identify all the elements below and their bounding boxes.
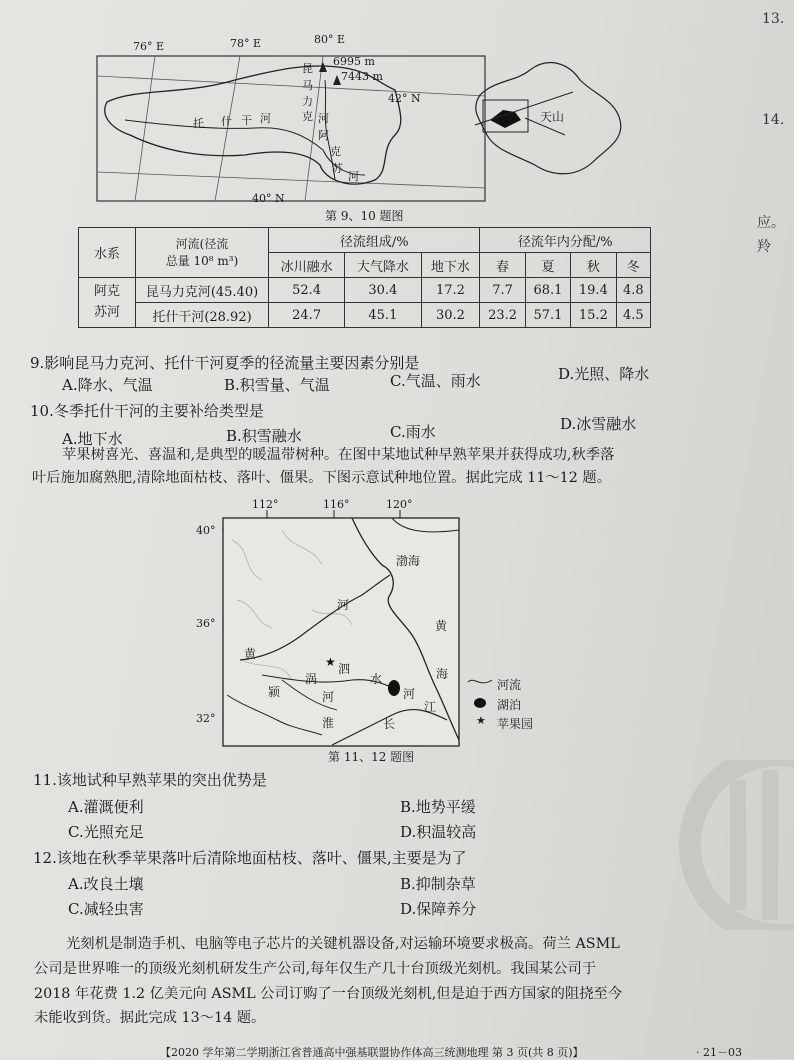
q10-option-b[interactable]: B.积雪融水	[226, 427, 302, 445]
right-col-q13: 13.	[762, 11, 785, 27]
river-char: 河	[318, 112, 329, 125]
td-value: 52.4	[269, 278, 345, 303]
th-composition: 径流组成/%	[269, 228, 480, 253]
watermark-logo	[670, 760, 794, 930]
td-value: 45.1	[345, 303, 421, 328]
td-value: 68.1	[525, 278, 570, 303]
river-char: 什	[221, 115, 232, 128]
label-he: 河	[322, 690, 335, 704]
table-row	[79, 278, 651, 303]
passage-lithography-line3: 2018 年花费 1.2 亿美元向 ASML 公司订购了一台顶级光刻机,但是迫于西方国家的阻挠至今	[34, 986, 623, 1002]
q12-option-c[interactable]: C.减轻虫害	[68, 900, 144, 918]
label-he: 河	[403, 687, 416, 701]
label-jiang: 江	[424, 700, 437, 714]
question-12-stem: 12.该地在秋季苹果落叶后清除地面枯枝、落叶、僵果,主要是为了	[33, 849, 467, 867]
page-footer: 【2020 学年第二学期浙江省普通高中强基联盟协作体高三统测地理 第 3 页(共 8 页)】	[160, 1046, 584, 1059]
river-char: 托	[193, 117, 204, 130]
peak-height-1: 6995 m	[333, 55, 375, 68]
th-river-line2: 总量 10⁸ m³)	[165, 253, 239, 268]
q12-option-d[interactable]: D.保障养分	[400, 900, 477, 918]
td-river: 昆马力克河(45.40)	[136, 278, 269, 303]
peak-height-2: 7443 m	[341, 70, 383, 83]
right-col-q14: 14.	[762, 112, 785, 128]
legend-orchard-label: 苹果园	[497, 717, 534, 731]
td-value: 4.8	[616, 278, 650, 303]
q9-option-c[interactable]: C.气温、雨水	[390, 372, 481, 390]
q12-option-b[interactable]: B.抑制杂草	[400, 875, 476, 893]
map2-lat-32: 32°	[196, 712, 216, 725]
q12-option-a[interactable]: A.改良土壤	[68, 875, 144, 893]
label-hai: 海	[436, 667, 449, 681]
figure-caption-9-10: 第 9、10 题图	[325, 209, 404, 223]
river-char: 昆	[302, 62, 313, 75]
passage-lithography-line1: 光刻机是制造手机、电脑等电子芯片的关键机器设备,对运输环境要求极高。荷兰 ASML	[66, 936, 620, 952]
label-ying: 颍	[268, 685, 281, 699]
inset-label-tianshan: 天山	[540, 110, 565, 124]
td-value: 7.7	[480, 278, 525, 303]
river-char: 力	[302, 95, 313, 108]
svg-text:★: ★	[325, 655, 336, 669]
label-huai: 淮	[322, 716, 335, 730]
q11-option-d[interactable]: D.积温较高	[400, 823, 477, 841]
q10-option-d[interactable]: D.冰雪融水	[560, 415, 637, 433]
td-value: 23.2	[480, 303, 525, 328]
q9-option-a[interactable]: A.降水、气温	[62, 376, 153, 394]
td-system-line2: 苏河	[93, 304, 120, 320]
th-river-line1: 河流(径流	[175, 237, 229, 252]
passage-lithography-line4: 未能收到货。据此完成 13～14 题。	[34, 1010, 266, 1026]
td-value: 19.4	[571, 278, 616, 303]
label-wo: 涡	[305, 672, 318, 686]
legend-lake-icon	[472, 697, 488, 709]
legend-star-icon: ★	[476, 714, 486, 727]
label-huang: 黄	[435, 619, 448, 633]
passage-lithography-line2: 公司是世界唯一的顶级光刻机研发生产公司,每年仅生产几十台顶级光刻机。我国某公司于	[34, 961, 597, 977]
q11-option-c[interactable]: C.光照充足	[68, 823, 144, 841]
legend-river-icon	[466, 676, 494, 688]
footer-code: · 21－03	[696, 1046, 742, 1059]
lon-label-76: 76° E	[133, 40, 165, 53]
river-char: 马	[302, 79, 313, 92]
river-char: 苏	[332, 162, 343, 175]
legend-river-label: 河流	[497, 678, 522, 692]
th-glacier: 冰川融水	[269, 253, 345, 278]
td-value: 17.2	[421, 278, 480, 303]
right-col-frag1: 应。	[757, 215, 785, 231]
label-bohai: 渤海	[396, 554, 421, 568]
q11-option-b[interactable]: B.地势平缓	[400, 798, 476, 816]
label-chang: 长	[383, 717, 396, 731]
map2-lon-120: 120°	[386, 498, 413, 511]
runoff-table	[78, 227, 651, 328]
river-char: 阿	[318, 129, 329, 142]
passage-apple-line2: 叶后施加腐熟肥,清除地面枯枝、落叶、僵果。下图示意试种地位置。据此完成 11～12 题。	[32, 470, 611, 486]
td-value: 4.5	[616, 303, 650, 328]
label-si: 泗	[338, 662, 351, 676]
td-value: 24.7	[269, 303, 345, 328]
q9-option-d[interactable]: D.光照、降水	[558, 365, 650, 383]
table-row	[79, 303, 651, 328]
td-water-system	[79, 278, 136, 328]
lon-label-78: 78° E	[230, 37, 262, 50]
river-char: 克	[330, 145, 341, 158]
river-char: 克	[302, 110, 313, 123]
th-river	[136, 228, 269, 278]
passage-apple-line1: 苹果树喜光、喜温和,是典型的暖温带树种。在图中某地试种早熟苹果并获得成功,秋季落	[62, 447, 615, 463]
q10-option-a[interactable]: A.地下水	[62, 430, 123, 448]
map2-lon-116: 116°	[323, 498, 350, 511]
th-spring: 春	[480, 253, 525, 278]
question-10-stem: 10.冬季托什干河的主要补给类型是	[30, 402, 264, 420]
river-char: 干	[241, 114, 252, 127]
right-col-frag2: 羚	[757, 239, 771, 255]
th-autumn: 秋	[571, 253, 616, 278]
lat-label-42: 42° N	[388, 92, 421, 105]
th-winter: 冬	[616, 253, 650, 278]
td-value: 30.4	[345, 278, 421, 303]
td-river: 托什干河(28.92)	[136, 303, 269, 328]
th-rain: 大气降水	[345, 253, 421, 278]
map2-lat-40: 40°	[196, 524, 216, 537]
th-water-system: 水系	[79, 228, 136, 278]
td-value: 30.2	[421, 303, 480, 328]
lon-label-80: 80° E	[314, 33, 346, 46]
td-value: 15.2	[571, 303, 616, 328]
td-system-line1: 阿克	[93, 283, 120, 299]
map2-lat-36: 36°	[196, 617, 216, 630]
river-char: 河	[348, 170, 359, 183]
th-distribution: 径流年内分配/%	[480, 228, 651, 253]
lat-label-40: 40° N	[252, 192, 285, 205]
question-9-stem: 9.影响昆马力克河、托什干河夏季的径流量主要因素分别是	[30, 354, 420, 372]
river-char: 河	[260, 112, 271, 125]
label-shui: 水	[370, 672, 383, 686]
q11-option-a[interactable]: A.灌溉便利	[68, 798, 144, 816]
figure-caption-11-12: 第 11、12 题图	[328, 750, 415, 764]
q9-option-b[interactable]: B.积雪量、气温	[224, 376, 330, 394]
question-11-stem: 11.该地试种早熟苹果的突出优势是	[33, 771, 267, 789]
th-ground: 地下水	[421, 253, 480, 278]
label-huang: 黄	[244, 647, 257, 661]
td-value: 57.1	[525, 303, 570, 328]
th-summer: 夏	[525, 253, 570, 278]
legend-lake-label: 湖泊	[497, 698, 522, 712]
q10-option-c[interactable]: C.雨水	[390, 423, 436, 441]
label-he: 河	[337, 598, 350, 612]
map2-lon-112: 112°	[252, 498, 279, 511]
